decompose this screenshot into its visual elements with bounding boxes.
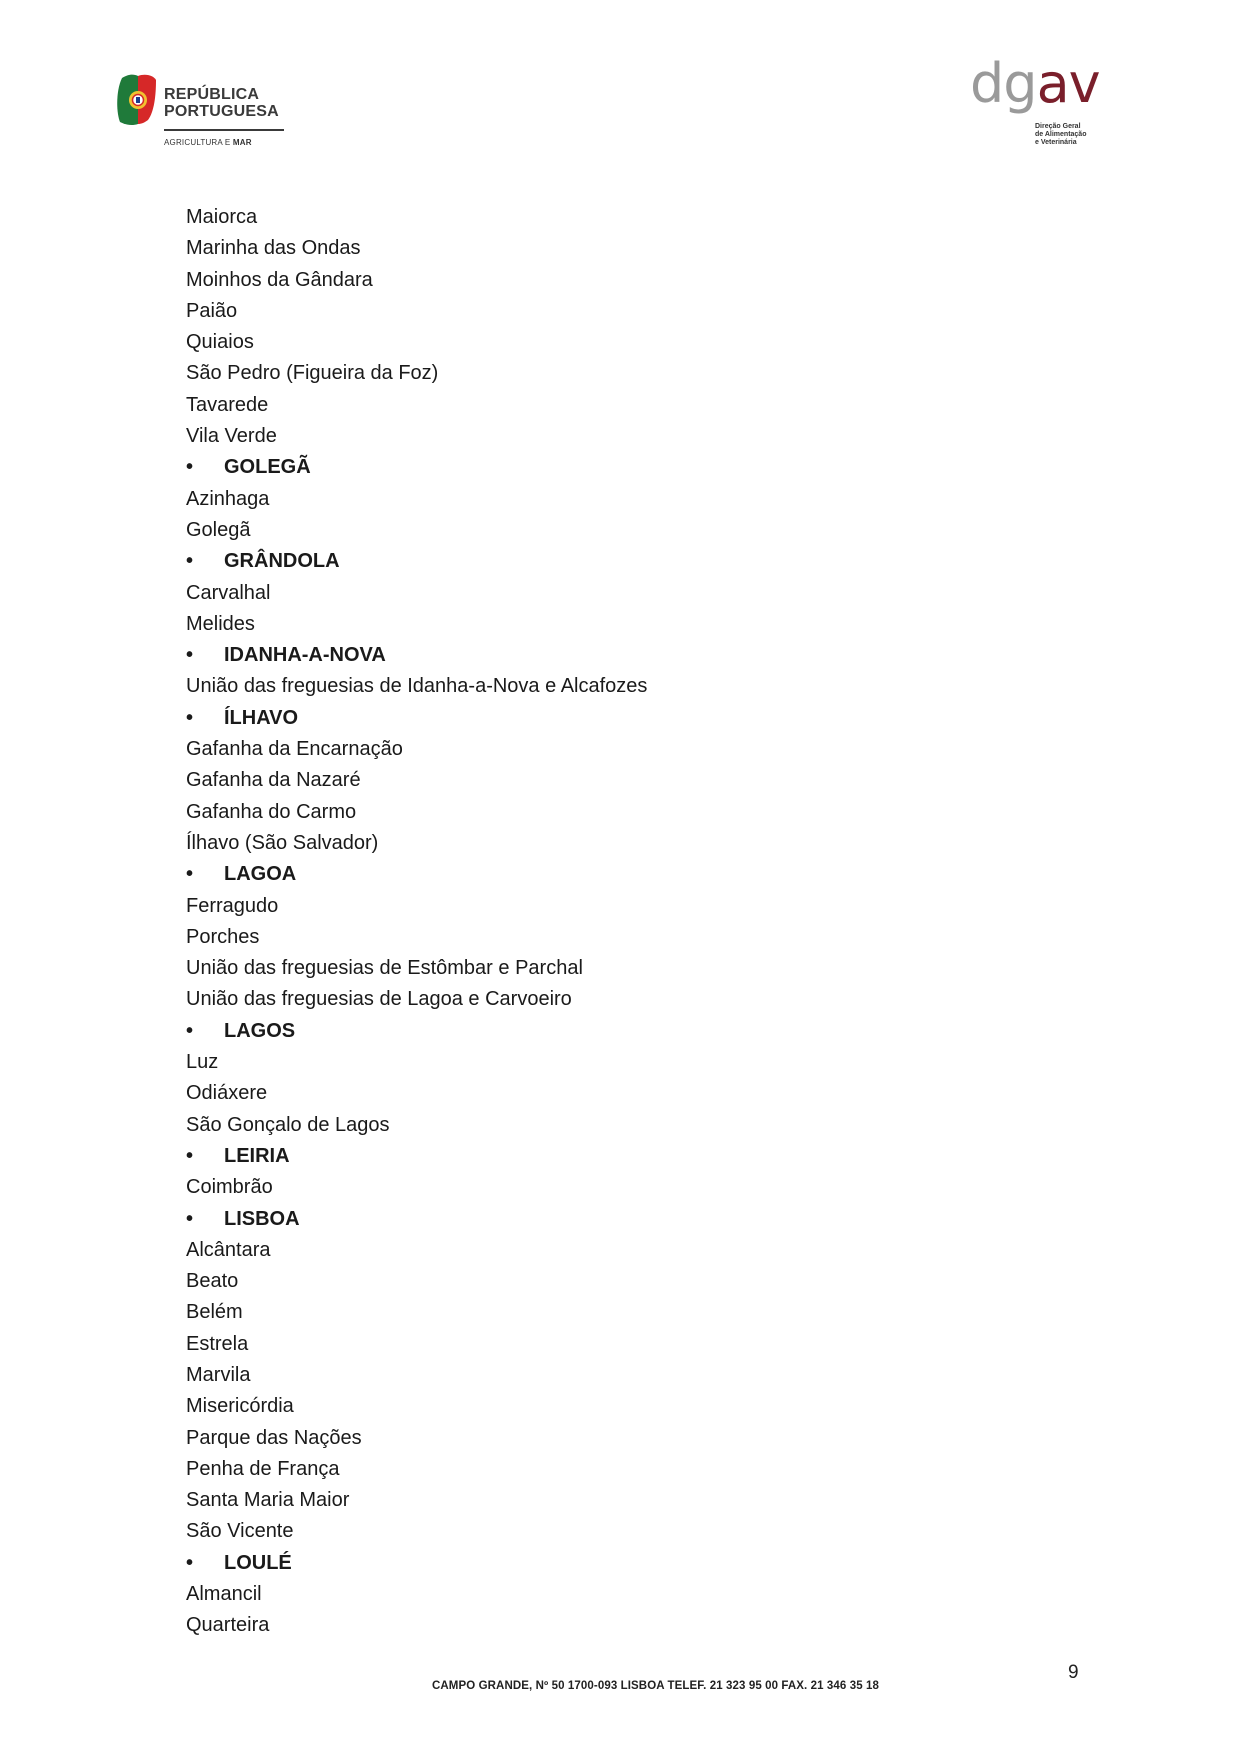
municipality-heading [186, 452, 1086, 483]
parish-item: Golegã [186, 518, 251, 541]
municipality-name: LISBOA [224, 1207, 300, 1230]
bullet-icon: • [186, 706, 194, 729]
republica-portuguesa-text: REPÚBLICA PORTUGUESA [164, 86, 279, 120]
parish-item: Almancil [186, 1583, 262, 1606]
parish-item: Moinhos da Gândara [186, 268, 373, 291]
bullet-icon: • [186, 1019, 194, 1042]
municipality-name: LAGOS [224, 1019, 296, 1042]
bullet-icon: • [186, 1551, 194, 1574]
parish-item: Marvila [186, 1363, 251, 1386]
parish-item: União das freguesias de Estômbar e Parchal [186, 957, 583, 980]
bullet-icon: • [186, 863, 194, 886]
municipality-name: ÍLHAVO [224, 706, 299, 729]
parish-item: Ferragudo [186, 894, 279, 917]
page-number: 9 [1068, 1662, 1079, 1683]
dgav-logo [970, 52, 1110, 156]
parish-item: União das freguesias de Lagoa e Carvoeiro [186, 988, 572, 1011]
parish-item: Parque das Nações [186, 1426, 362, 1449]
municipality-name: GRÂNDOLA [224, 550, 340, 573]
municipality-heading [186, 546, 1086, 577]
republica-portuguesa-logo [114, 72, 284, 152]
municipality-heading [186, 703, 1086, 734]
municipality-heading [186, 1548, 1086, 1579]
logo-divider [164, 129, 284, 131]
bullet-icon: • [186, 1207, 194, 1230]
parish-list [186, 202, 1086, 1642]
parish-item: São Pedro (Figueira da Foz) [186, 362, 439, 385]
parish-item: Quiaios [186, 331, 254, 354]
parish-item: São Vicente [186, 1520, 294, 1543]
parish-item: Quarteira [186, 1614, 270, 1637]
footer-address: CAMPO GRANDE, Nº 50 1700-093 LISBOA TELEF. 21 323 95 00 FAX. 21 346 35 18 [432, 1680, 879, 1692]
parish-item: Gafanha do Carmo [186, 800, 357, 823]
parish-item: Penha de França [186, 1457, 340, 1480]
parish-item: Alcântara [186, 1238, 271, 1261]
parish-item: Coimbrão [186, 1176, 273, 1199]
parish-item: Santa Maria Maior [186, 1489, 350, 1512]
parish-item: Melides [186, 612, 255, 635]
parish-item: Vila Verde [186, 425, 277, 448]
municipality-heading [186, 1204, 1086, 1235]
municipality-name: IDANHA-A-NOVA [224, 644, 386, 667]
dgav-subtitle: Direção Geral de Alimentação e Veterinária [1035, 123, 1087, 146]
parish-item: Estrela [186, 1332, 249, 1355]
parish-item: União das freguesias de Idanha-a-Nova e Alcafozes [186, 675, 648, 698]
municipality-name: LOULÉ [224, 1551, 292, 1574]
parish-item: Luz [186, 1051, 219, 1074]
ministry-subtitle: AGRICULTURA E MAR [164, 138, 252, 147]
parish-item: Azinhaga [186, 487, 270, 510]
dgav-wordmark: dgav [970, 52, 1100, 115]
parish-item: Tavarede [186, 393, 269, 416]
bullet-icon: • [186, 644, 194, 667]
municipality-name: GOLEGÃ [224, 456, 311, 479]
municipality-heading [186, 1141, 1086, 1172]
parish-item: Ílhavo (São Salvador) [186, 831, 379, 854]
municipality-heading [186, 859, 1086, 890]
parish-item: São Gonçalo de Lagos [186, 1113, 390, 1136]
parish-item: Carvalhal [186, 581, 271, 604]
parish-item: Beato [186, 1270, 239, 1293]
parish-item: Paião [186, 299, 238, 322]
parish-item: Porches [186, 925, 260, 948]
municipality-heading [186, 1016, 1086, 1047]
parish-item: Odiáxere [186, 1082, 268, 1105]
municipality-name: LAGOA [224, 863, 297, 886]
parish-item: Gafanha da Nazaré [186, 769, 361, 792]
bullet-icon: • [186, 1144, 194, 1167]
parish-item: Maiorca [186, 206, 258, 228]
municipality-name: LEIRIA [224, 1144, 290, 1167]
portugal-flag-emblem-icon [114, 72, 156, 128]
parish-item: Gafanha da Encarnação [186, 738, 403, 761]
bullet-icon: • [186, 456, 194, 479]
municipality-heading [186, 640, 1086, 671]
parish-item: Marinha das Ondas [186, 237, 361, 260]
parish-item: Belém [186, 1301, 243, 1324]
parish-item: Misericórdia [186, 1395, 294, 1418]
bullet-icon: • [186, 550, 194, 573]
